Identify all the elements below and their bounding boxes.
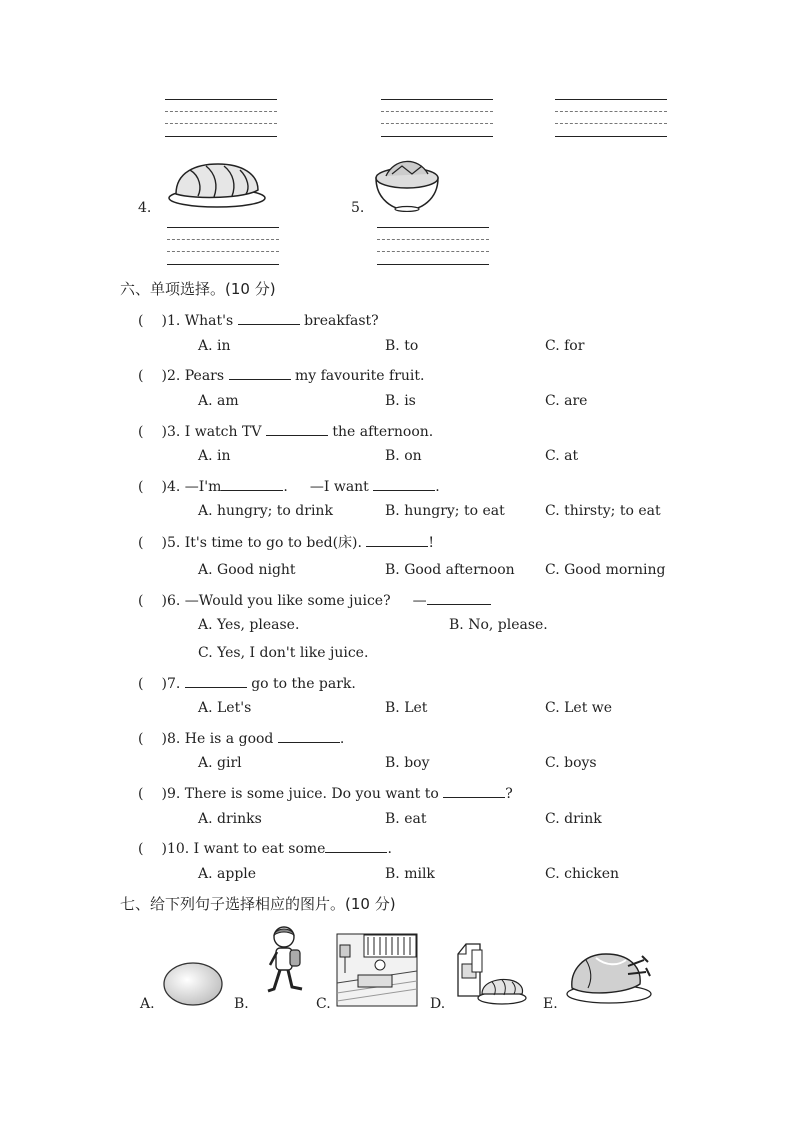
blank-3[interactable] <box>266 421 328 436</box>
q9-option-b[interactable]: B. eat <box>385 811 427 827</box>
q3-option-c[interactable]: C. at <box>545 448 579 464</box>
classroom-icon[interactable] <box>336 933 418 1007</box>
milk-and-bread-icon[interactable] <box>452 940 528 1006</box>
q2-option-c[interactable]: C. are <box>545 393 588 409</box>
roast-chicken-icon[interactable] <box>566 948 654 1006</box>
blank-9[interactable] <box>443 783 505 798</box>
q7-option-a[interactable]: A. Let's <box>198 700 252 716</box>
boy-walking-icon[interactable] <box>264 925 310 1001</box>
section-7-title: 七、给下列句子选择相应的图片。(10 分) <box>120 895 396 913</box>
blank-10[interactable] <box>325 838 387 853</box>
q4-option-a[interactable]: A. hungry; to drink <box>198 503 333 519</box>
q6-option-a[interactable]: A. Yes, please. <box>198 617 300 633</box>
blank-4a[interactable] <box>221 476 283 491</box>
picture-label-d: D. <box>430 996 446 1012</box>
question-7: ( )7. go to the park. <box>138 673 356 692</box>
blank-1[interactable] <box>238 310 300 325</box>
q2-option-b[interactable]: B. is <box>385 393 416 409</box>
q9-option-a[interactable]: A. drinks <box>198 811 262 827</box>
q6-option-b[interactable]: B. No, please. <box>449 617 548 633</box>
question-9: ( )9. There is some juice. Do you want to ? <box>138 783 513 802</box>
blank-5[interactable] <box>366 532 428 547</box>
q6-option-c[interactable]: C. Yes, I don't like juice. <box>198 645 369 661</box>
question-5: ( )5. It's time to go to bed(床). ! <box>138 532 434 552</box>
q2-option-a[interactable]: A. am <box>198 393 239 409</box>
q7-option-b[interactable]: B. Let <box>385 700 428 716</box>
q3-option-a[interactable]: A. in <box>198 448 231 464</box>
q1-option-a[interactable]: A. in <box>198 338 231 354</box>
q10-option-b[interactable]: B. milk <box>385 866 435 882</box>
q5-option-b[interactable]: B. Good afternoon <box>385 562 515 578</box>
blank-4b[interactable] <box>373 476 435 491</box>
q4-option-c[interactable]: C. thirsty; to eat <box>545 503 661 519</box>
question-3: ( )3. I watch TV the afternoon. <box>138 421 433 440</box>
q5-option-a[interactable]: A. Good night <box>198 562 296 578</box>
question-10: ( )10. I want to eat some . <box>138 838 392 857</box>
question-2: ( )2. Pears my favourite fruit. <box>138 365 424 384</box>
q10-option-c[interactable]: C. chicken <box>545 866 620 882</box>
question-1: ( )1. What's breakfast? <box>138 310 379 329</box>
item-4-label: 4. <box>138 200 152 216</box>
bread-icon <box>166 158 268 210</box>
q3-option-b[interactable]: B. on <box>385 448 422 464</box>
blank-7[interactable] <box>185 673 247 688</box>
picture-label-a: A. <box>140 996 155 1012</box>
picture-label-e: E. <box>543 996 558 1012</box>
egg-icon[interactable] <box>162 961 224 1007</box>
blank-8[interactable] <box>278 728 340 743</box>
answer-paren-open: ( <box>138 313 144 329</box>
q10-option-a[interactable]: A. apple <box>198 866 257 882</box>
section-6-title: 六、单项选择。(10 分) <box>120 280 276 298</box>
picture-label-b: B. <box>234 996 249 1012</box>
question-6: ( )6. —Would you like some juice? — <box>138 590 491 609</box>
question-8: ( )8. He is a good . <box>138 728 344 747</box>
q1-option-c[interactable]: C. for <box>545 338 585 354</box>
question-4: ( )4. —I'm . —I want . <box>138 476 440 495</box>
q8-option-b[interactable]: B. boy <box>385 755 430 771</box>
blank-2[interactable] <box>229 365 291 380</box>
q4-option-b[interactable]: B. hungry; to eat <box>385 503 505 519</box>
q5-option-c[interactable]: C. Good morning <box>545 562 666 578</box>
q8-option-c[interactable]: C. boys <box>545 755 597 771</box>
noodle-bowl-icon <box>372 152 442 212</box>
blank-6[interactable] <box>427 590 491 605</box>
q9-option-c[interactable]: C. drink <box>545 811 602 827</box>
item-5-label: 5. <box>351 200 365 216</box>
q8-option-a[interactable]: A. girl <box>198 755 242 771</box>
q1-option-b[interactable]: B. to <box>385 338 419 354</box>
q7-option-c[interactable]: C. Let we <box>545 700 613 716</box>
picture-label-c: C. <box>316 996 331 1012</box>
